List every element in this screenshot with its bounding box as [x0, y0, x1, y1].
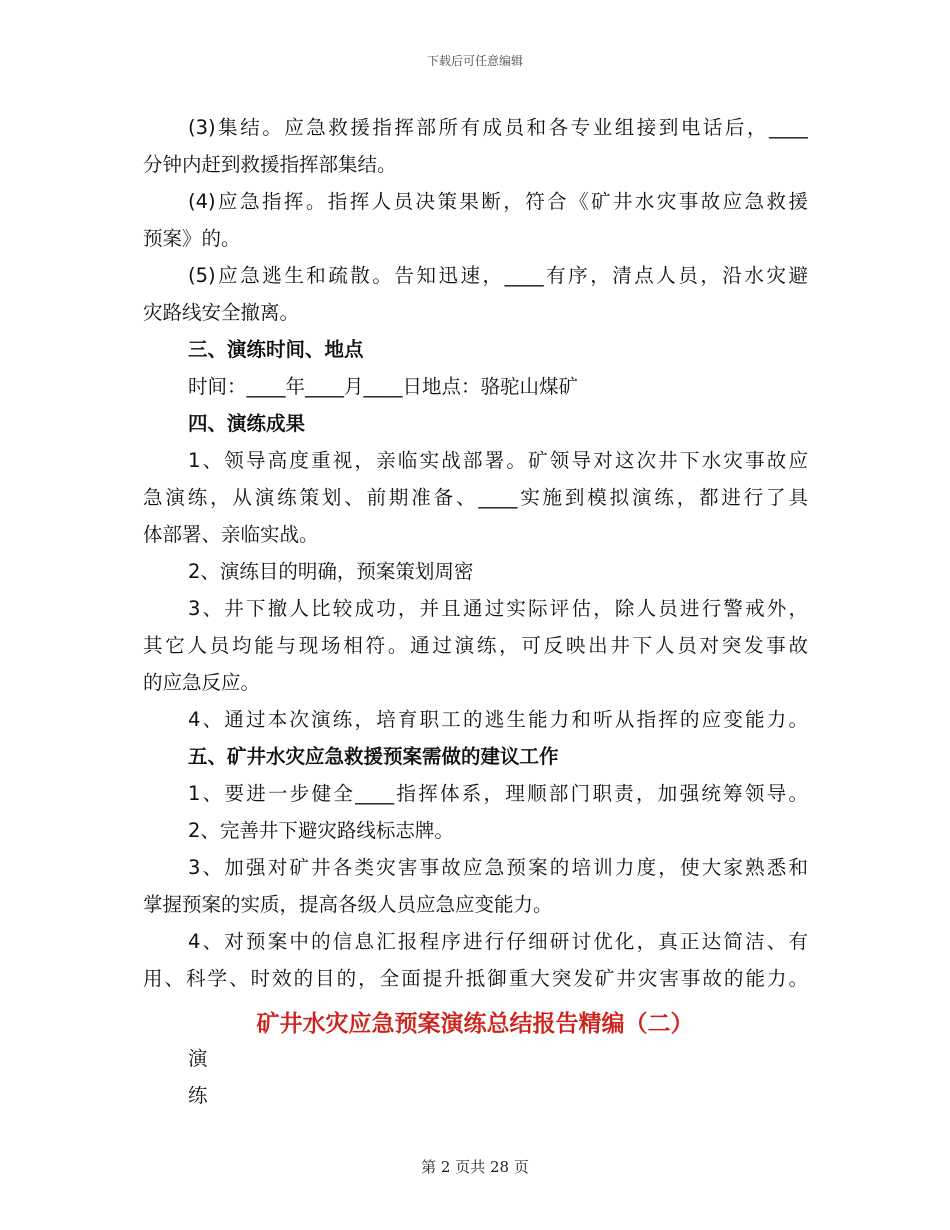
text-line: 灾路线安全撤离。: [143, 301, 300, 324]
text-line: 2、演练目的明确，预案策划周密: [188, 560, 474, 583]
text-line: 其它人员均能与现场相符。通过演练，可反映出井下人员对突发事故: [143, 634, 808, 657]
text-line: 4、对预案中的信息汇报程序进行仔细研讨优化，真正达简洁、有: [188, 930, 808, 953]
page-footer: 第 2 页共 28 页: [421, 1158, 529, 1176]
text-line: 演: [188, 1047, 208, 1070]
section-heading: 四、演练成果: [188, 412, 306, 435]
text-line: 预案》的。: [143, 227, 241, 250]
text-line: 的应急反应。: [143, 671, 261, 694]
text-line: 3、井下撤人比较成功，并且通过实际评估，除人员进行警戒外，: [188, 597, 808, 620]
text-line: (3)集结。应急救援指挥部所有成员和各专业组接到电话后，____: [188, 116, 808, 139]
text-line: 2、完善井下避灾路线标志牌。: [188, 819, 454, 842]
text-line: 体部署、亲临实战。: [143, 523, 319, 546]
text-line: 3、加强对矿井各类灾害事故应急预案的培训力度，使大家熟悉和: [188, 856, 808, 879]
text-line: 用、科学、时效的目的，全面提升抵御重大突发矿井灾害事故的能力。: [143, 967, 808, 990]
text-line: 1、领导高度重视，亲临实战部署。矿领导对这次井下水灾事故应: [188, 449, 808, 472]
text-line: 急演练，从演练策划、前期准备、____实施到模拟演练，都进行了具: [143, 486, 808, 509]
text-line: 练: [188, 1084, 208, 1107]
text-line: (5)应急逃生和疏散。告知迅速，____有序，清点人员，沿水灾避: [188, 264, 808, 287]
text-line: (4)应急指挥。指挥人员决策果断，符合《矿井水灾事故应急救援: [188, 190, 808, 213]
section-heading: 三、演练时间、地点: [188, 338, 364, 361]
section-title: 矿井水灾应急预案演练总结报告精编（二）: [256, 1011, 694, 1037]
text-line: 分钟内赶到救援指挥部集结。: [143, 153, 397, 176]
text-line: 时间：____年____月____日地点：骆驼山煤矿: [188, 375, 579, 398]
text-line: 掌握预案的实质，提高各级人员应急应变能力。: [143, 893, 553, 916]
text-line: 4、通过本次演练，培育职工的逃生能力和听从指挥的应变能力。: [188, 708, 808, 731]
text-line: 1、要进一步健全____指挥体系，理顺部门职责，加强统筹领导。: [188, 782, 808, 805]
section-heading: 五、矿井水灾应急救援预案需做的建议工作: [188, 745, 559, 768]
page-header: 下载后可任意编辑: [426, 54, 523, 68]
